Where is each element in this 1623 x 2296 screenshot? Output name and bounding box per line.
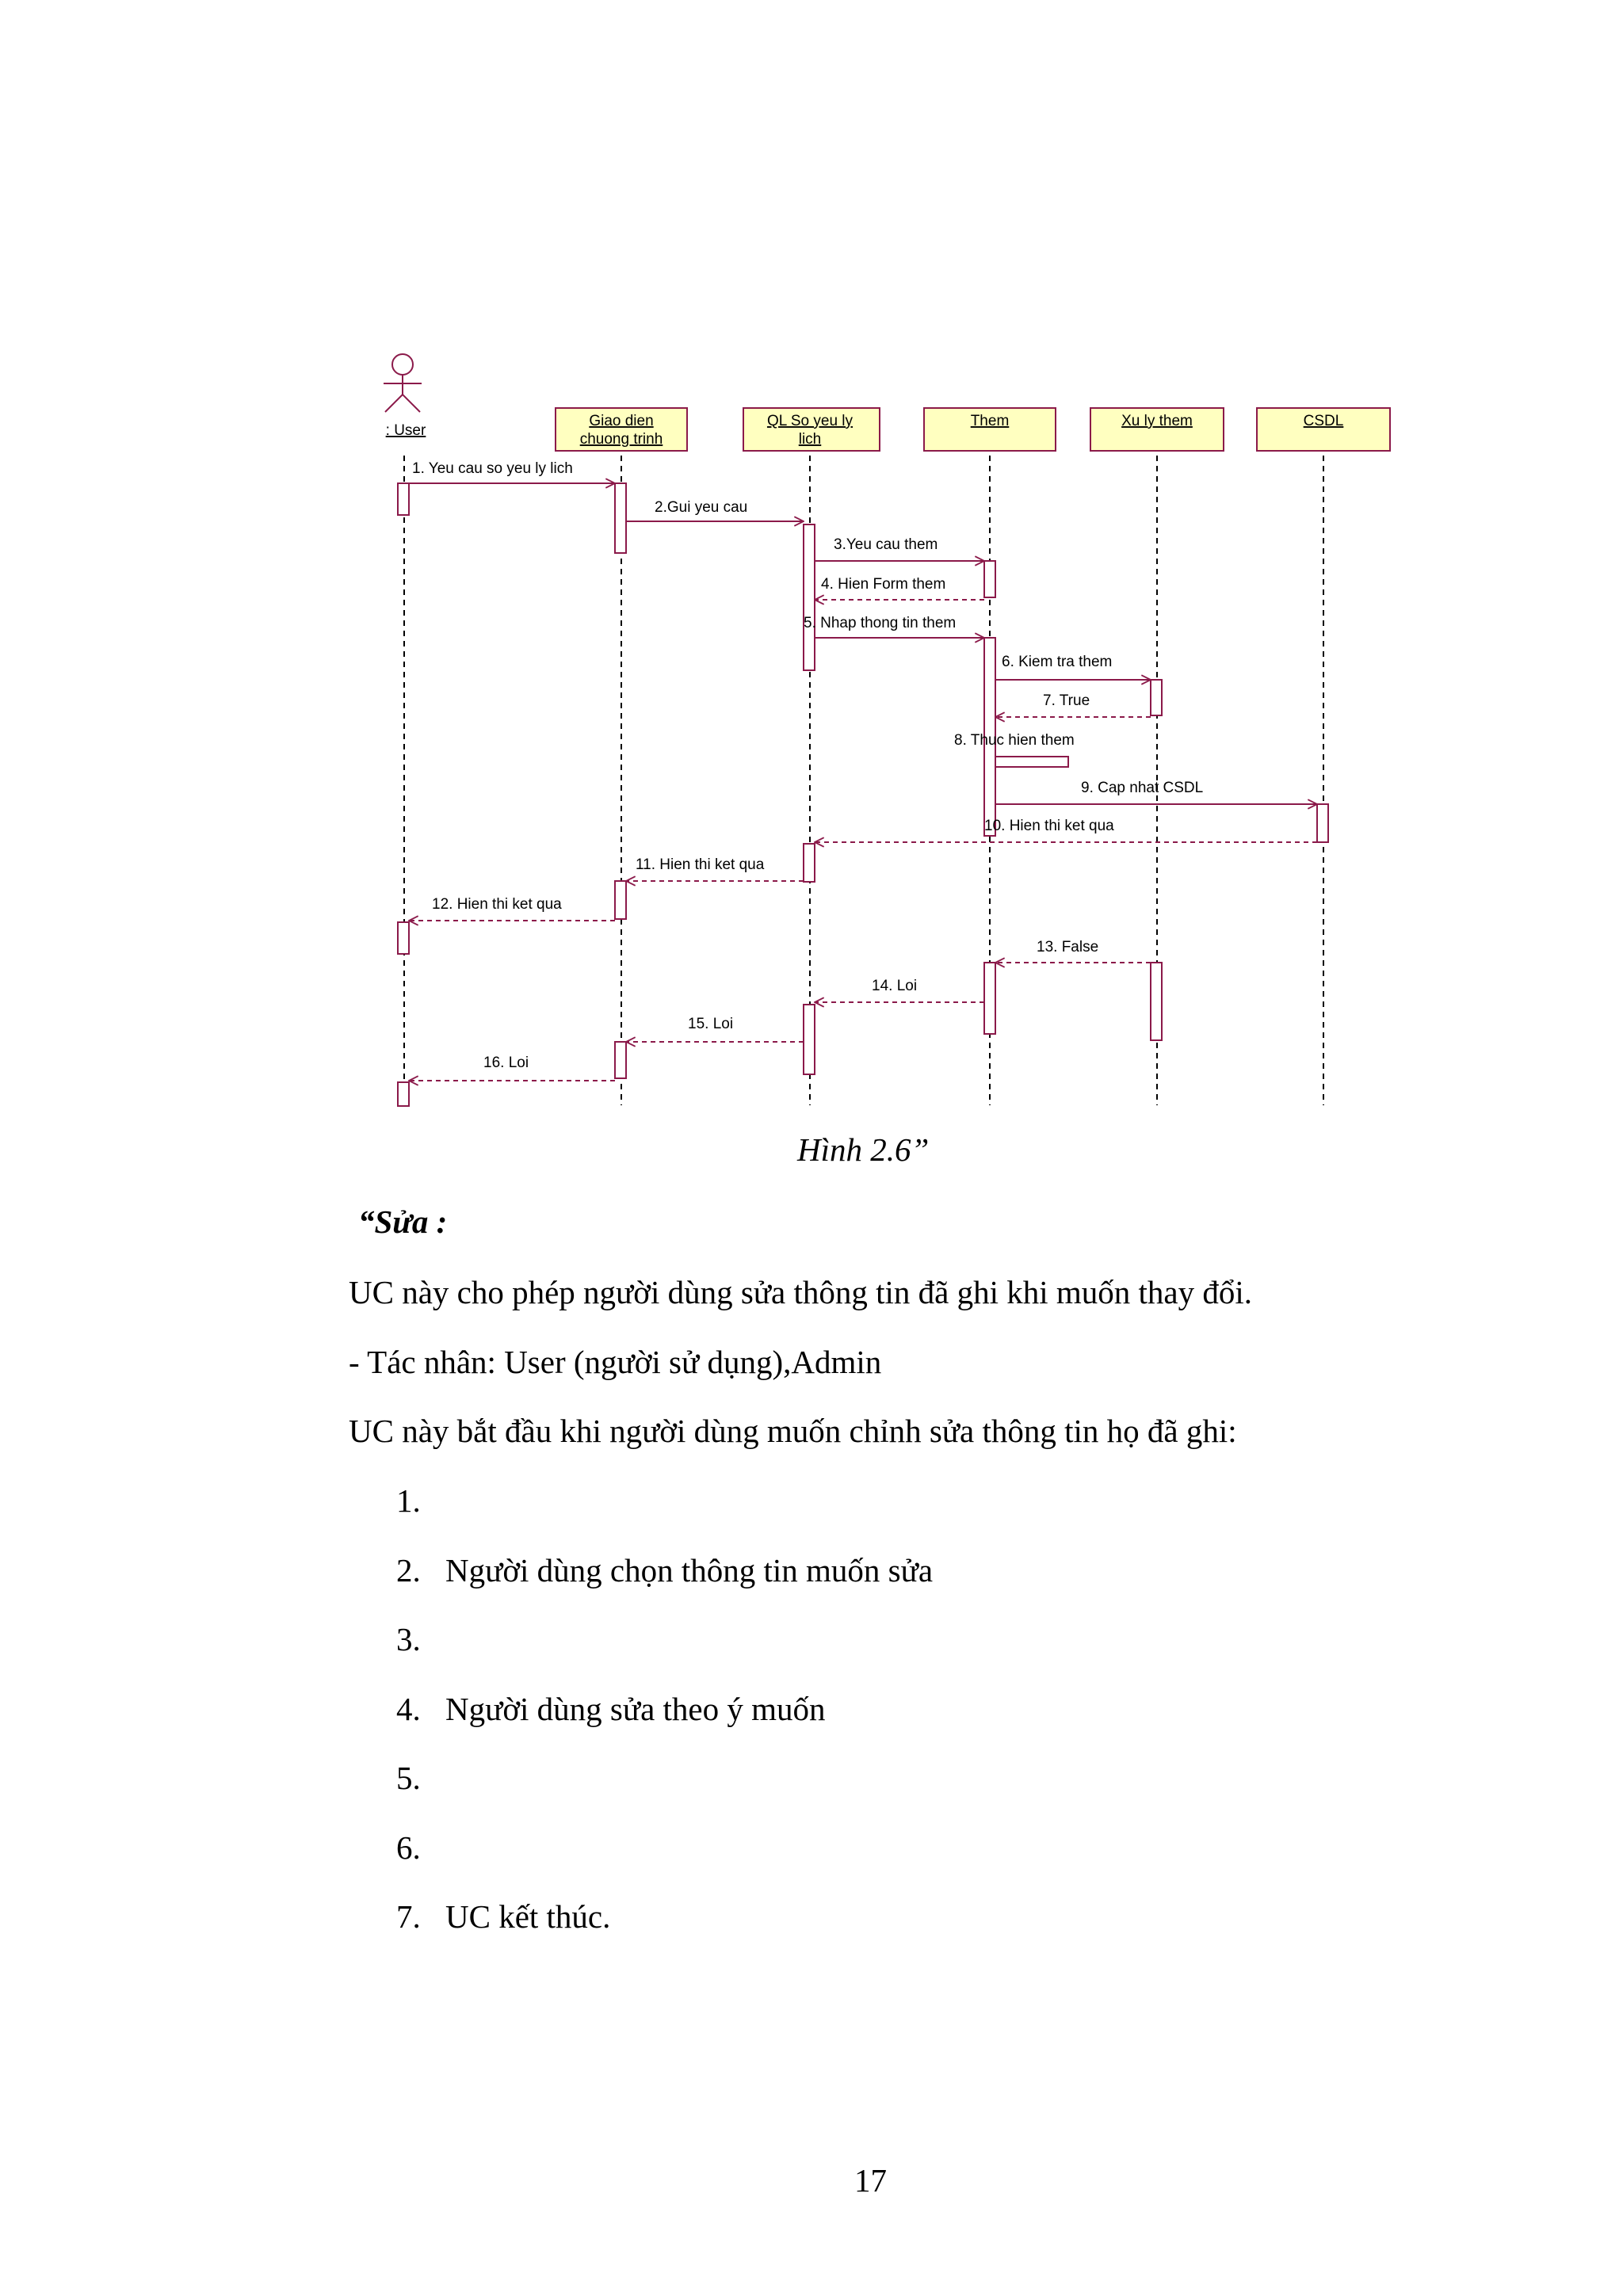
object-ql-so-yeu-ly-lich: [743, 408, 880, 451]
list-item: 4. Người dùng sửa theo ý muốn: [396, 1691, 826, 1727]
message-label: 14. Loi: [872, 978, 918, 994]
svg-text:QL So yeu ly: QL So yeu ly: [766, 413, 854, 429]
message-label: 3.Yeu cau them: [834, 536, 938, 553]
message-label: 9. Cap nhat CSDL: [1081, 780, 1204, 796]
list-item: 2. Người dùng chọn thông tin muốn sửa: [396, 1552, 934, 1589]
object-xu-ly-them: [1090, 408, 1224, 451]
list-item: 3.: [396, 1621, 421, 1657]
message-label: 5. Nhap thong tin them: [804, 615, 957, 631]
message-label: 7. True: [1043, 692, 1090, 709]
paragraph-flow-intro: UC này bắt đầu khi người dùng muốn chỉnh sửa thông tin họ đã ghi:: [349, 1413, 1237, 1449]
message-label: 1. Yeu cau so yeu ly lich: [412, 460, 573, 477]
list-item: 5.: [396, 1760, 421, 1796]
object-them: [924, 408, 1056, 451]
svg-text:chuong trinh: chuong trinh: [579, 431, 663, 448]
message-label: 16. Loi: [483, 1055, 529, 1071]
svg-text:Xu ly them: Xu ly them: [1121, 413, 1193, 429]
object-giao-dien: [556, 408, 687, 451]
list-item: 6.: [396, 1829, 421, 1866]
svg-text:CSDL: CSDL: [1303, 413, 1344, 429]
message-label: 4. Hien Form them: [821, 576, 946, 593]
message-label: 11. Hien thi ket qua: [636, 856, 765, 873]
list-item: 1.: [396, 1482, 421, 1519]
message-label: 8. Thuc hien them: [954, 732, 1075, 749]
page-number: 17: [854, 2162, 887, 2199]
section-heading: “Sửa :: [358, 1203, 448, 1240]
message-label: 15. Loi: [688, 1016, 734, 1032]
svg-text:Them: Them: [970, 413, 1010, 429]
svg-text:Giao dien: Giao dien: [589, 413, 654, 429]
list-item: 7. UC kết thúc.: [396, 1898, 611, 1935]
message-label: 12. Hien thi ket qua: [432, 896, 562, 913]
message-label: 2.Gui yeu cau: [655, 499, 748, 516]
message-label: 13. False: [1037, 939, 1099, 955]
figure-caption: Hình 2.6”: [797, 1131, 930, 1168]
svg-text:lich: lich: [798, 431, 822, 448]
message-label: 6. Kiem tra them: [1002, 654, 1113, 670]
user-actor-icon: [384, 354, 422, 412]
sequence-diagram: [0, 0, 1623, 1125]
object-csdl: [1257, 408, 1390, 451]
actor-label: : User: [385, 422, 426, 439]
paragraph-description: UC này cho phép người dùng sửa thông tin đã ghi khi muốn thay đổi.: [349, 1274, 1252, 1310]
paragraph-actor: - Tác nhân: User (người sử dụng),Admin: [349, 1344, 882, 1380]
message-label: 10. Hien thi ket qua: [984, 818, 1114, 834]
